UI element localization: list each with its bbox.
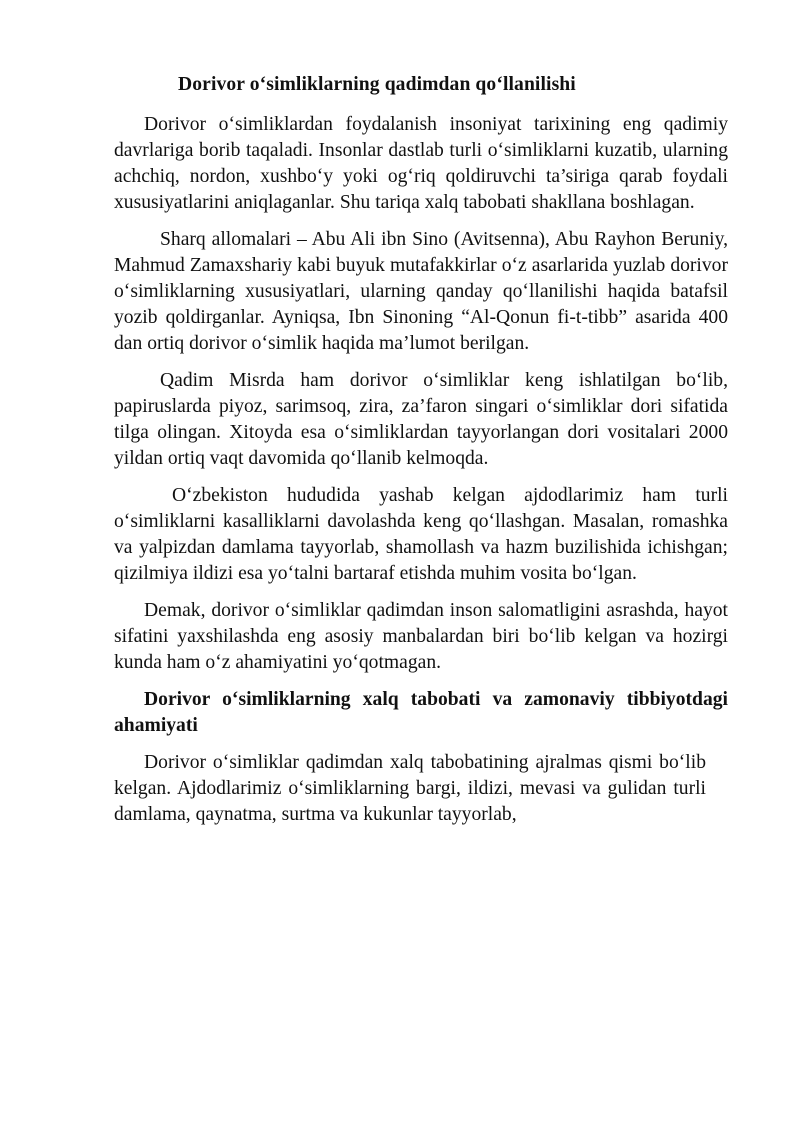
paragraph-3: Qadim Misrda ham dorivor o‘simliklar keng ishlatilgan bo‘lib, papiruslarda piyoz, sarimsoq, zira, za’faron singari o‘simliklar dori sifatida tilga olingan. Xitoyda esa o‘simliklardan tayyorlangan dori vositalari 2000 yildan ortiq vaqt davomida qo‘llanib kelmoqda. [114, 370, 728, 469]
document-title: Dorivor o‘simliklarning qadimdan qo‘llanilishi [178, 74, 576, 95]
paragraph-1: Dorivor o‘simliklardan foydalanish insoniyat tarixining eng qadimiy davrlariga borib taqaladi. Insonlar dastlab turli o‘simliklarni kuzatib, ularning achchiq, nordon, xushbo‘y yoki og‘riq qoldiruvchi ta’siriga qarab foydali xususiyatlarini aniqlaganlar. Shu tariqa xalq tabobati shakllana boshlagan. [114, 114, 728, 213]
paragraph-4: O‘zbekiston hududida yashab kelgan ajdodlarimiz ham turli o‘simliklarni kasalliklarni davolashda keng qo‘llashgan. Masalan, romashka va yalpizdan damlama tayyorlab, shamollash va hazm buzilishida ichishgan; qizilmiya ildizi esa yo‘talni bartaraf etishda muhim vosita bo‘lgan. [114, 485, 728, 584]
paragraph-5: Demak, dorivor o‘simliklar qadimdan inson salomatligini asrashda, hayot sifatini yaxshilashda eng asosiy manbalardan biri bo‘lib kelgan va hozirgi kunda ham o‘z ahamiyatini yo‘qotmagan. [114, 600, 728, 673]
paragraph-2: Sharq allomalari – Abu Ali ibn Sino (Avitsenna), Abu Rayhon Beruniy, Mahmud Zamaxshariy kabi buyuk mutafakkirlar o‘z asarlarida yuzlab dorivor o‘simliklarning xususiyatlari, ularning qanday qo‘llanilishi haqida batafsil yozib qoldirganlar. Ayniqsa, Ibn Sinoning “Al-Qonun fi-t-tibb” asarida 400 dan ortiq dorivor o‘simlik haqida ma’lumot berilgan. [114, 229, 728, 354]
section-paragraph: Dorivor o‘simliklar qadimdan xalq tabobatining ajralmas qismi bo‘lib kelgan. Ajdodlarimiz o‘simliklarning bargi, ildizi, mevasi va gulidan turli damlama, qaynatma, surtma va kukunlar tayyorlab, [114, 752, 706, 825]
section-heading: Dorivor o‘simliklarning xalq tabobati va zamonaviy tibbiyotdagi ahamiyati [114, 689, 728, 736]
document-page [114, 72, 728, 839]
